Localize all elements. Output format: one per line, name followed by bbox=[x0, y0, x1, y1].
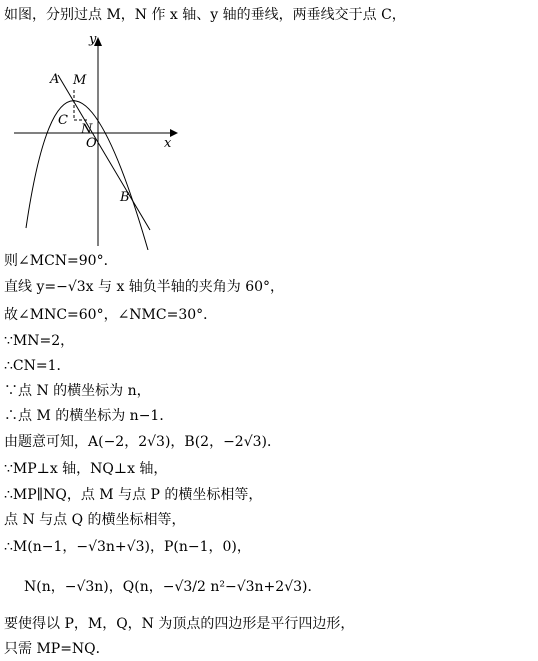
text-line-16: 只需 MP=NQ． bbox=[4, 641, 110, 657]
text-line-7: ∵点 N 的横坐标为 n， bbox=[4, 383, 151, 399]
text-line-10: ∵MP⊥x 轴，NQ⊥x 轴， bbox=[4, 461, 168, 477]
label-y-axis: y bbox=[89, 32, 97, 47]
label-x-axis: x bbox=[164, 136, 172, 151]
label-a: A bbox=[50, 72, 60, 87]
text-line-11: ∴MP∥NQ，点 M 与点 P 的横坐标相等， bbox=[4, 487, 263, 503]
coordinate-figure bbox=[0, 28, 200, 250]
text-line-9: 由题意可知，A(−2，2√3)，B(2，−2√3)． bbox=[4, 434, 281, 450]
text-line-4: 故∠MNC=60°，∠NMC=30°． bbox=[4, 307, 218, 323]
label-m: M bbox=[73, 73, 87, 88]
label-c: C bbox=[58, 113, 68, 128]
text-line-12: 点 N 与点 Q 的横坐标相等， bbox=[4, 512, 186, 528]
label-n: N bbox=[81, 122, 93, 137]
text-line-14: N(n，−√3n)，Q(n，−√3/2 n²−√3n+2√3)． bbox=[24, 579, 322, 595]
text-line-3: 直线 y=−√3x 与 x 轴负半轴的夹角为 60°， bbox=[4, 279, 285, 295]
text-line-6: ∴CN=1． bbox=[4, 358, 71, 374]
text-line-5: ∵MN=2， bbox=[4, 333, 75, 349]
text-line-1: 如图，分别过点 M，N 作 x 轴、y 轴的垂线，两垂线交于点 C， bbox=[4, 7, 406, 23]
text-line-13: ∴M(n−1，−√3n+√3)，P(n−1，0)， bbox=[4, 539, 251, 555]
text-line-15: 要使得以 P，M，Q，N 为顶点的四边形是平行四边形， bbox=[4, 616, 355, 632]
line-y-neg-sqrt3x bbox=[58, 75, 150, 230]
text-line-8: ∴点 M 的横坐标为 n−1． bbox=[4, 408, 174, 424]
label-b: B bbox=[120, 190, 130, 205]
text-line-2: 则∠MCN=90°． bbox=[4, 253, 118, 269]
label-o: O bbox=[86, 136, 97, 151]
